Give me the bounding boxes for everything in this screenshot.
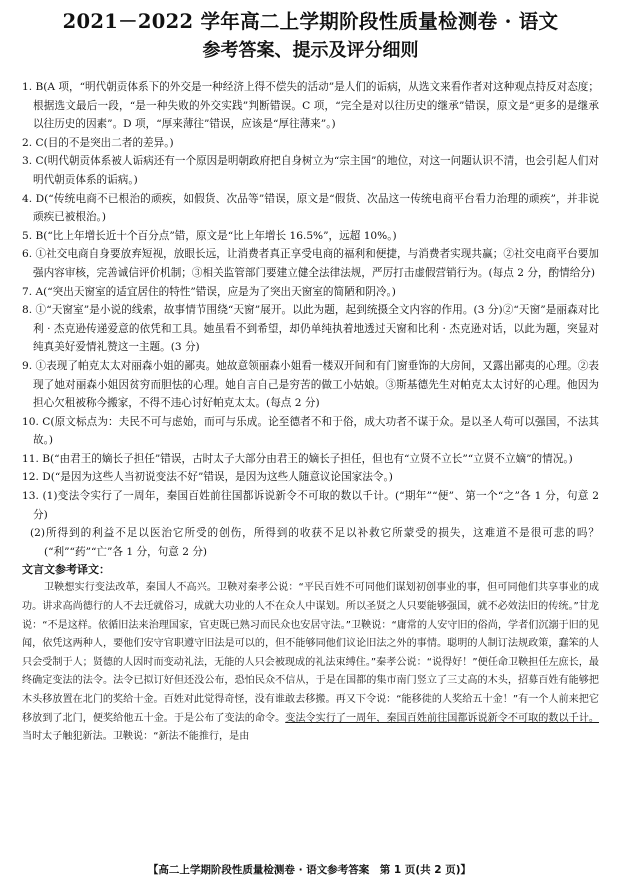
answer-item: 1. B(A 项，“明代朝贡体系下的外交是一种经济上得不偿失的活动”是人们的诟病，从选文来看作者对这种观点持反对态度；根据选文最后一段，“是一种失败的外交实践”判断错误。C 项，“完全是对以往历史的继承”错误，原文是“更多的是继承以往历史的因素”。D 项，“厚来薄往”错误，应该是“厚往薄来”。) — [22, 81, 599, 131]
answer-item: 13. (1)变法令实行了一周年，秦国百姓前往国都诉说新令不可取的数以千计。(“期年”“便”、第一个“之”各 1 分，句意 2 分) — [22, 490, 599, 521]
answer-item: 6. ①社交电商自身要放弃短视，放眼长远，让消费者真正享受电商的福利和便捷，与消费者实现共赢；②社交电商平台要加强内容审核，完善诚信评价机制；③相关监管部门要建立健全法律法规，严厉打击虚假营销行为。(每点 2 分，酌情给分) — [22, 248, 599, 279]
translation-paragraph — [22, 579, 599, 746]
translation-heading: 文言文参考译文： — [22, 563, 110, 577]
answer-item: 9. ①表现了帕克太太对丽森小姐的鄙夷。她故意领丽森小姐看一楼双开间和有门窗垂饰的大房间，又露出鄙夷的心理。②表现了她对丽森小姐因贫穷而胆怯的心理。她自言自己是穷苦的做工小姑娘。③斯基德先生对帕克太太讨好的心理。他因为担心欠租被称今搬家，不得不违心讨好帕克太太。(每点 2 分) — [22, 359, 599, 410]
answer-item: 5. B(“比上年增长近十个百分点”错，原文是“比上年增长 16.5%”，远超 10%。) — [22, 229, 397, 242]
answer-item: 12. D(“是因为这些人当初说变法不好”错误，是因为这些人随意议论国家法令。) — [22, 471, 393, 484]
answer-item: 10. C(原文标点为：夫民不可与虑始，而可与乐成。论至德者不和于俗，成大功者不谋于众。是以圣人苟可以强国，不法其故。) — [22, 415, 599, 447]
page-footer: 【高二上学期阶段性质量检测卷 · 语文参考答案 第 1 页(共 2 页)】 — [147, 864, 472, 876]
translation-text: 卫鞅想实行变法改革，秦国人不高兴。卫鞅对秦孝公说：“平民百姓不可同他们谋划初创事业的事，但可同他们共享事业的成功。讲求高尚德行的人不去迁就俗习，成就大功业的人不在众人中谋划。所以圣贤之人只要能够强国，就不必效法旧的传统。”甘龙说：“不是这样。依循旧法来治理国家，官吏既已熟习而民众也安居守法。”卫鞅说：“庸常的人安守旧的俗尚，学者们沉溺于旧的见闻，依凭这两种人，要他们安守官职遵守旧法是可以的，但不能够同他们议论旧法之外的事情。聪明的人制订法规政策，蠢笨的人只会受制于人；贤德的人因时而变动礼法，无能的人只会被现成的礼法束缚住。”秦孝公说：“说得好！”便任命卫鞅担任左庶长，最终确定变法的法令。法令已拟订好但还没公布，恐怕民众不信从，于是在国都的集市南门竖立了三丈高的木头，招募百姓有能够把木头移放置在北门的奖给十金。百姓对此觉得奇怪，没有谁敢去移搬。再又下令说：“能移徙的人奖给五十金！”有一个人前来把它移放到了北门，便奖给他五十金。于是公布了变法的命令。 — [22, 582, 599, 724]
answer-item: 8. ①“天窗室”是小说的线索，故事情节围绕“天窗”展开。以此为题，起到统摄全文内容的作用。(3 分)②“天窗”是丽森对比利 · 杰克逊传递爱意的依凭和工具。她虽看不到希望，却仍单纯执着地透过天窗和比利 · 杰克逊对话，以此为题，突显对纯真美好爱情礼赞这一主题。(3 分) — [22, 304, 599, 354]
answer-item: (2)所得到的利益不足以医治它所受的创伤，所得到的收获不足以补救它所蒙受的损失，这难道不是很可悲的吗？(“利”“药”“亡”各 1 分，句意 2 分) — [30, 527, 599, 558]
answer-item: 7. A(“突出天窗室的适宜居住的特性”错误，应是为了突出天窗室的简陋和阴冷。) — [22, 285, 396, 298]
answer-list — [22, 78, 599, 561]
page-subtitle: 参考答案、提示及评分细则 — [202, 40, 419, 61]
translation-underlined-text: 变法令实行了一周年，秦国百姓前往国都诉说新令不可取的数以千计。 — [285, 712, 600, 724]
translation-text-continued: 当时太子触犯新法。卫鞅说：“新法不能推行，是由 — [22, 731, 250, 743]
answer-item: 4. D(“传统电商不已根治的顽疾，如假货、次品等”错误，原文是“假货、次品这一传统电商平台看力治理的顽疾”，并非说顽疾已被根治。) — [22, 192, 599, 224]
answer-item: 2. C(目的不是突出二者的差异。) — [22, 136, 174, 149]
answer-item: 3. C(明代朝贡体系被人诟病还有一个原因是明朝政府把自身树立为“宗主国”的地位，对这一问题认识不清，也会引起人们对明代朝贡体系的诟病。) — [22, 155, 599, 186]
page-title: 2021－2022 学年高二上学期阶段性质量检测卷 · 语文 — [62, 10, 559, 33]
answer-item: 11. B(“由君王的嫡长子担任”错误，古时太子大部分由君王的嫡长子担任，但也有“立贤不立长”“立贤不立嫡”的情况。) — [22, 452, 573, 465]
